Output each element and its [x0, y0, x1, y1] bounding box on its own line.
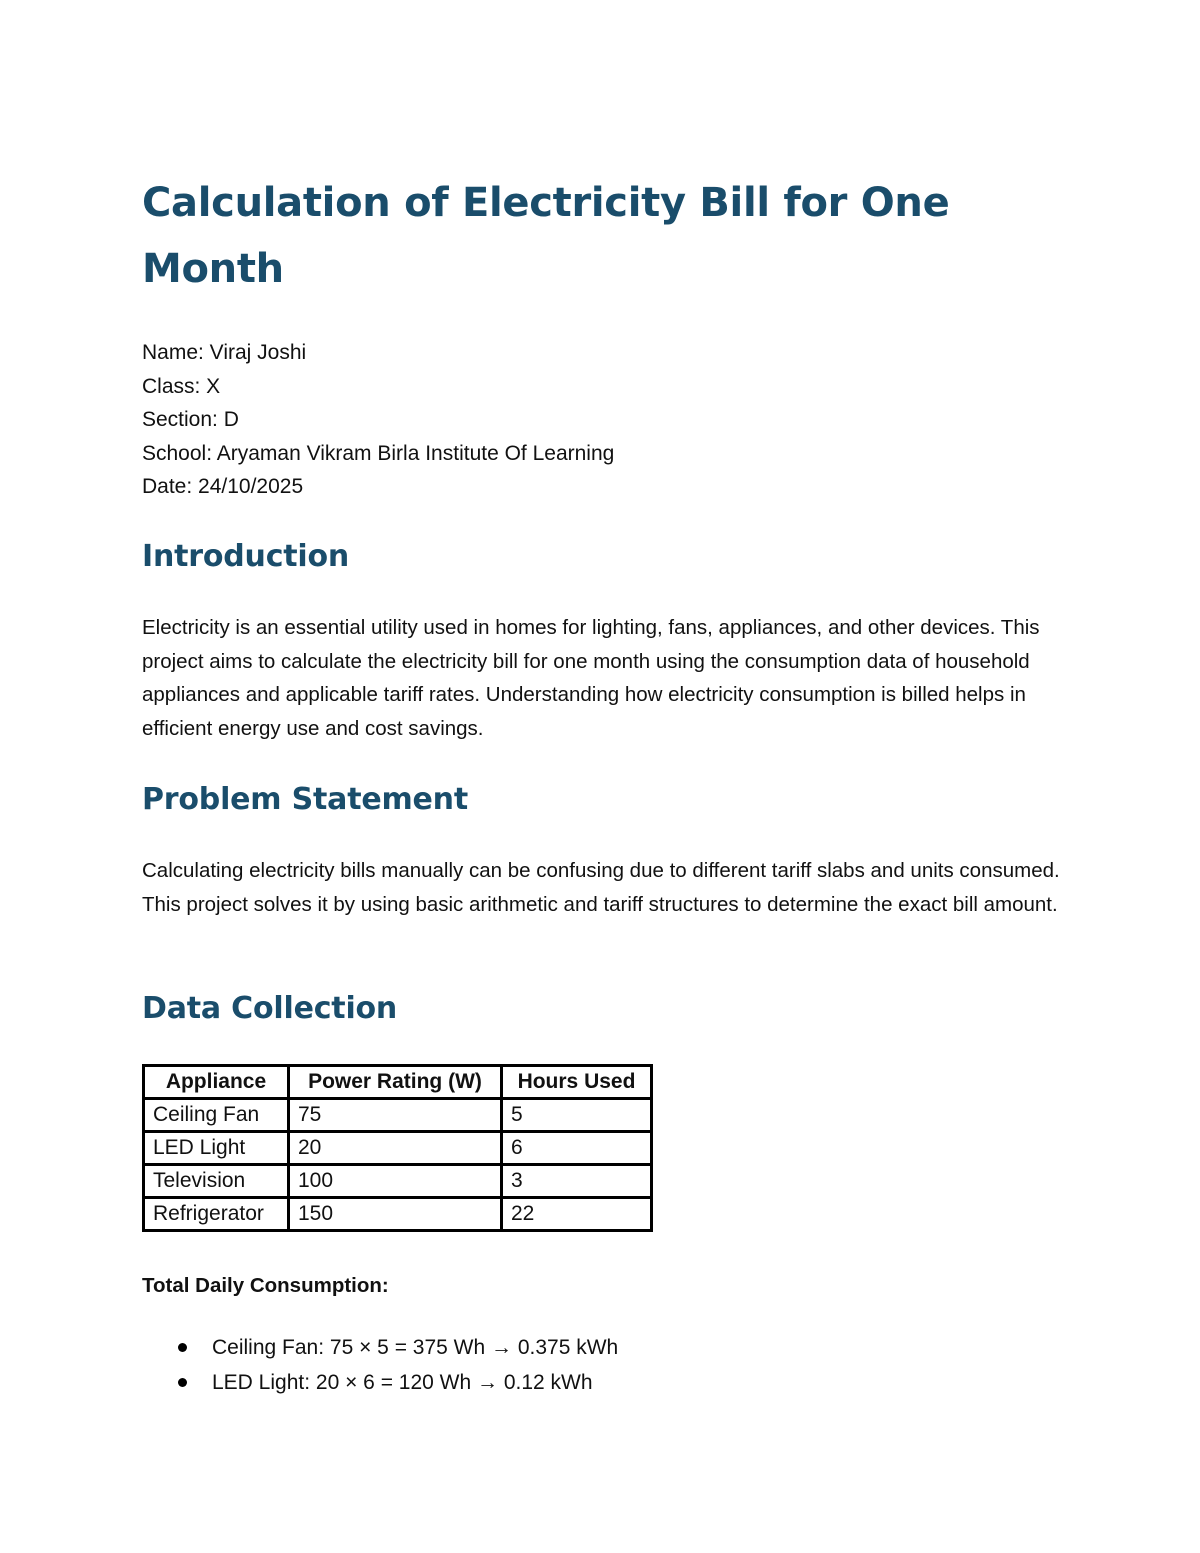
bullet-icon — [178, 1343, 187, 1352]
heading-introduction: Introduction — [142, 539, 350, 574]
appliance-table — [142, 1064, 653, 1232]
heading-problem-statement: Problem Statement — [142, 782, 468, 817]
student-class: Class: X — [142, 374, 221, 398]
cell-hours-used: 5 — [502, 1099, 652, 1132]
student-school: School: Aryaman Vikram Birla Institute Of Learning — [142, 441, 615, 465]
column-header-power-rating: Power Rating (W) — [289, 1066, 502, 1099]
cell-appliance: Television — [144, 1165, 289, 1198]
cell-power-rating: 75 — [289, 1099, 502, 1132]
table-row — [144, 1132, 652, 1165]
consumption-list — [142, 1330, 618, 1400]
list-item-text: LED Light: 20 × 6 = 120 Wh → 0.12 kWh — [212, 1371, 593, 1394]
student-section: Section: D — [142, 408, 239, 432]
cell-appliance: Ceiling Fan — [144, 1099, 289, 1132]
cell-appliance: LED Light — [144, 1132, 289, 1165]
table-row — [144, 1099, 652, 1132]
table-row — [144, 1198, 652, 1231]
total-daily-consumption-label: Total Daily Consumption: — [142, 1274, 389, 1297]
problem-statement-text: Calculating electricity bills manually can be confusing due to different tariff slabs and units consumed. This project solves it by using basic arithmetic and tariff structures to determine the exact bill amount. — [142, 859, 1060, 916]
column-header-appliance: Appliance — [144, 1066, 289, 1099]
student-name: Name: Viraj Joshi — [142, 341, 307, 364]
heading-data-collection: Data Collection — [142, 991, 398, 1026]
cell-power-rating: 100 — [289, 1165, 502, 1198]
cell-hours-used: 3 — [502, 1165, 652, 1198]
cell-appliance: Refrigerator — [144, 1198, 289, 1231]
cell-power-rating: 20 — [289, 1132, 502, 1165]
column-header-hours-used: Hours Used — [502, 1066, 652, 1099]
introduction-text: Electricity is an essential utility used in homes for lighting, fans, appliances, and other devices. This project aims to calculate the electricity bill for one month using the consumption data of household appliances and applicable tariff rates. Understanding how electricity consumption is billed helps in efficient energy use and cost savings. — [142, 616, 1040, 740]
table-header-row — [144, 1066, 652, 1099]
student-details — [142, 336, 614, 504]
cell-hours-used: 6 — [502, 1132, 652, 1165]
list-item-text: Ceiling Fan: 75 × 5 = 375 Wh → 0.375 kWh — [212, 1336, 619, 1359]
list-item — [142, 1365, 618, 1400]
table-row — [144, 1165, 652, 1198]
report-date: Date: 24/10/2025 — [142, 475, 304, 499]
list-item — [142, 1330, 618, 1365]
page-title: Calculation of Electricity Bill for One Month — [142, 180, 950, 292]
cell-power-rating: 150 — [289, 1198, 502, 1231]
bullet-icon — [178, 1378, 187, 1387]
cell-hours-used: 22 — [502, 1198, 652, 1231]
